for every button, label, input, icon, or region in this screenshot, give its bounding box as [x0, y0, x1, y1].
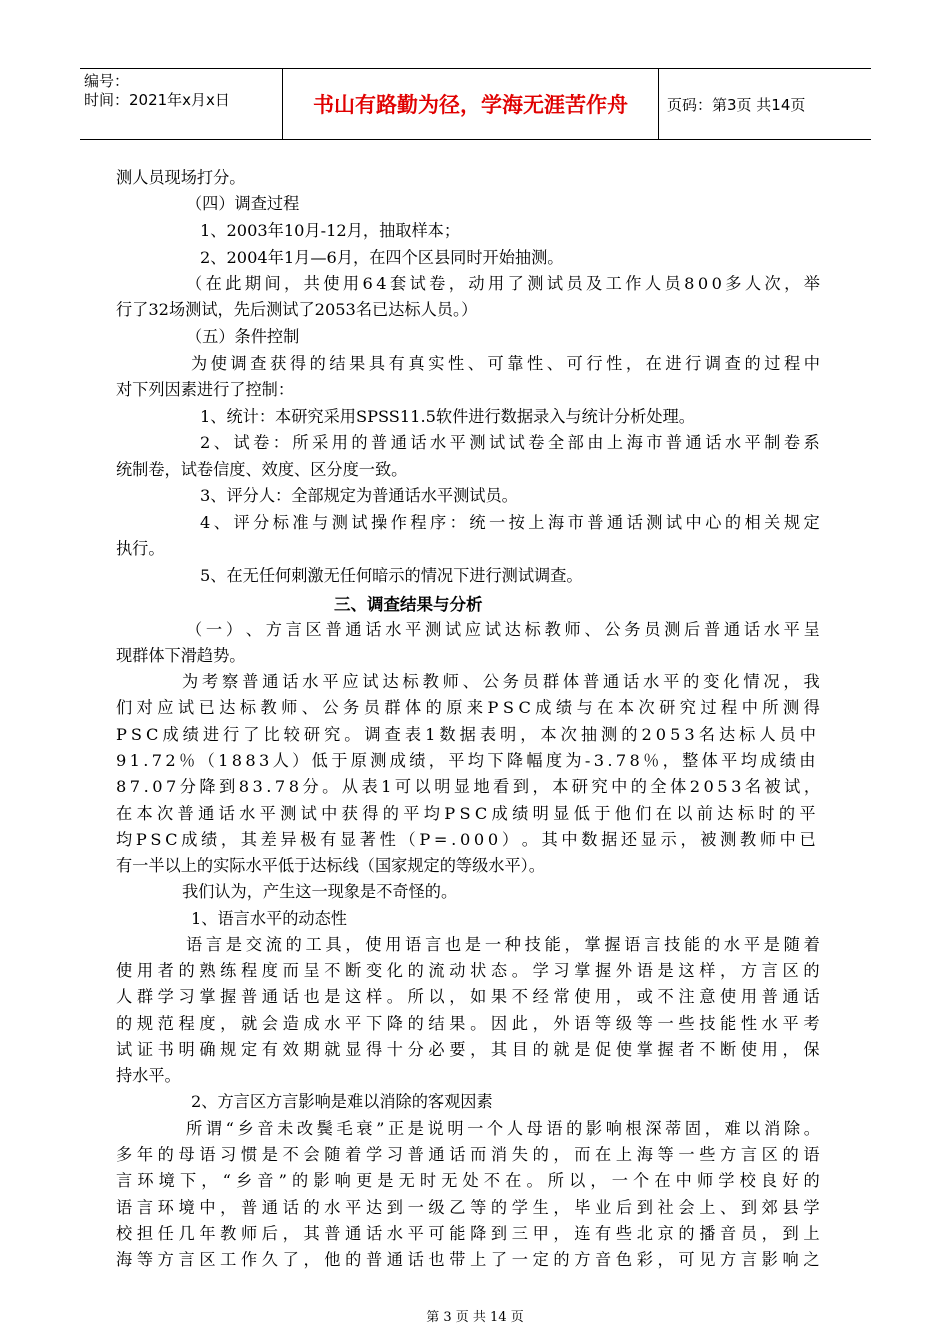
text-line: 多 年 的 母 语 习 惯 是 不 会 随 着 学 习 普 通 话 而 消 失 的 ， 而 在 上 海 等 一 些 方 言 区 的 语: [116, 1145, 820, 1164]
text-line: 我们认为，产生这一现象是不奇怪的。: [182, 882, 458, 901]
text-line: 2 、 试 卷 ： 所 采 用 的 普 通 话 水 平 测 试 试 卷 全 部 由 上 海 市 普 通 话 水 平 制 卷 系: [200, 433, 820, 452]
text-line: 为 使 调 查 获 得 的 结 果 具 有 真 实 性 、 可 靠 性 、 可 行 性 ， 在 进 行 调 查 的 过 程 中: [191, 354, 820, 373]
text-line: 8 7 . 0 7 分 降 到 8 3 . 7 8 分 。 从 表 1 可 以 明 显 地 看 到 ， 本 研 究 中 的 全 体 2 0 5 3 名 被 试 ，: [116, 777, 820, 796]
text-line: 语 言 是 交 流 的 工 具 ， 使 用 语 言 也 是 一 种 技 能 ， 掌 握 语 言 技 能 的 水 平 是 随 着: [186, 935, 820, 954]
text-line: 语 言 环 境 中 ， 普 通 话 的 水 平 达 到 一 级 乙 等 的 学 生 ， 毕 业 后 到 社 会 上 、 到 郊 县 学: [116, 1198, 820, 1217]
text-line: 1、统计：本研究采用SPSS11.5软件进行数据录入与统计分析处理。: [200, 407, 695, 426]
page-header: [80, 68, 871, 140]
text-line: 们 对 应 试 已 达 标 教 师 、 公 务 员 群 体 的 原 来 P S C 成 绩 与 在 本 次 研 究 过 程 中 所 测 得: [116, 698, 820, 717]
text-line: 有一半以上的实际水平低于达标线（国家规定的等级水平）。: [116, 856, 545, 875]
text-line: 1、2003年10月-12月，抽取样本；: [200, 221, 461, 240]
text-line: 在 本 次 普 通 话 水 平 测 试 中 获 得 的 平 均 P S C 成 绩 明 显 低 于 他 们 在 以 前 达 标 时 的 平: [116, 804, 816, 823]
text-line: 校 担 任 几 年 教 师 后 ， 其 普 通 话 水 平 可 能 降 到 三 甲 ， 连 有 些 北 京 的 播 音 员 ， 到 上: [116, 1224, 820, 1243]
text-line: 对下列因素进行了控制：: [116, 380, 295, 399]
text-line: （ 在 此 期 间 ， 共 使 用 6 4 套 试 卷 ， 动 用 了 测 试 员 及 工 作 人 员 8 0 0 多 人 次 ， 举: [186, 274, 820, 293]
page-number-label: 页码：第3页 共14页: [667, 95, 806, 114]
section-heading: （五）条件控制: [186, 327, 300, 346]
text-line: 所 谓 “ 乡 音 未 改 鬓 毛 衰 ” 正 是 说 明 一 个 人 母 语 的 影 响 根 深 蒂 固 ， 难 以 消 除 。: [186, 1119, 820, 1138]
text-line: 9 1 . 7 2 ％ （ 1 8 8 3 人 ） 低 于 原 测 成 绩 ， 平 均 下 降 幅 度 为 - 3 . 7 8 ％ ， 整 体 平 均 成 绩 由: [116, 751, 816, 770]
text-line: 人 群 学 习 掌 握 普 通 话 也 是 这 样 。 所 以 ， 如 果 不 经 常 使 用 ， 或 不 注 意 使 用 普 通 话: [116, 987, 820, 1006]
text-line: （ 一 ） 、 方 言 区 普 通 话 水 平 测 试 应 试 达 标 教 师 、 公 务 员 测 后 普 通 话 水 平 呈: [186, 620, 820, 639]
text-line: 均 P S C 成 绩 ， 其 差 异 极 有 显 著 性 （ P = . 0 0 0 ） 。 其 中 数 据 还 显 示 ， 被 测 教 师 中 已: [116, 830, 816, 849]
section-title: 三、调查结果与分析: [334, 595, 483, 614]
text-line: 的 规 范 程 度 ， 就 会 造 成 水 平 下 降 的 结 果 。 因 此 ， 外 语 等 级 等 一 些 技 能 性 水 平 考: [116, 1014, 820, 1033]
text-line: 现群体下滑趋势。: [116, 646, 246, 665]
time-label: 时间：2021年x月x日: [84, 91, 230, 109]
text-line: 持水平。: [116, 1066, 181, 1085]
text-line: 为 考 察 普 通 话 水 平 应 试 达 标 教 师 、 公 务 员 群 体 普 通 话 水 平 的 变 化 情 况 ， 我: [182, 672, 820, 691]
text-line: 行了32场测试，先后测试了2053名已达标人员。）: [116, 300, 478, 319]
text-line: 1、语言水平的动态性: [191, 909, 347, 928]
header-motto-cell: [283, 69, 659, 139]
text-line: 试 证 书 明 确 规 定 有 效 期 就 显 得 十 分 必 要 ， 其 目 的 就 是 促 使 掌 握 者 不 断 使 用 ， 保: [116, 1040, 820, 1059]
text-line: 海 等 方 言 区 工 作 久 了 ， 他 的 普 通 话 也 带 上 了 一 定 的 方 音 色 彩 ， 可 见 方 言 影 响 之: [116, 1250, 820, 1269]
text-line: 2、2004年1月—6月，在四个区县同时开始抽测。: [200, 248, 564, 267]
text-line: 4 、 评 分 标 准 与 测 试 操 作 程 序 ： 统 一 按 上 海 市 普 通 话 测 试 中 心 的 相 关 规 定: [200, 513, 820, 532]
text-line: P S C 成 绩 进 行 了 比 较 研 究 。 调 查 表 1 数 据 表 明 ， 本 次 抽 测 的 2 0 5 3 名 达 标 人 员 中: [116, 725, 816, 744]
text-line: 统制卷，试卷信度、效度、区分度一致。: [116, 460, 408, 479]
text-line: 2、方言区方言影响是难以消除的客观因素: [191, 1092, 493, 1111]
number-label: 编号：: [84, 72, 130, 90]
text-line: 言 环 境 下 ， “ 乡 音 ” 的 影 响 更 是 无 时 无 处 不 在 。 所 以 ， 一 个 在 中 师 学 校 良 好 的: [116, 1171, 820, 1190]
text-line: 3、评分人：全部规定为普通话水平测试员。: [200, 486, 518, 505]
text-line: 测人员现场打分。: [116, 168, 246, 187]
page-footer: 第 3 页 共 14 页: [426, 1310, 524, 1325]
text-line: 执行。: [116, 539, 165, 558]
text-line: 使 用 者 的 熟 练 程 度 而 呈 不 断 变 化 的 流 动 状 态 。 学 习 掌 握 外 语 是 这 样 ， 方 言 区 的: [116, 961, 820, 980]
header-meta: [80, 69, 283, 139]
motto-text: 书山有路勤为径，学海无涯苦作舟: [313, 93, 628, 117]
section-heading: （四）调查过程: [186, 194, 300, 213]
text-line: 5、在无任何刺激无任何暗示的情况下进行测试调查。: [200, 566, 583, 585]
